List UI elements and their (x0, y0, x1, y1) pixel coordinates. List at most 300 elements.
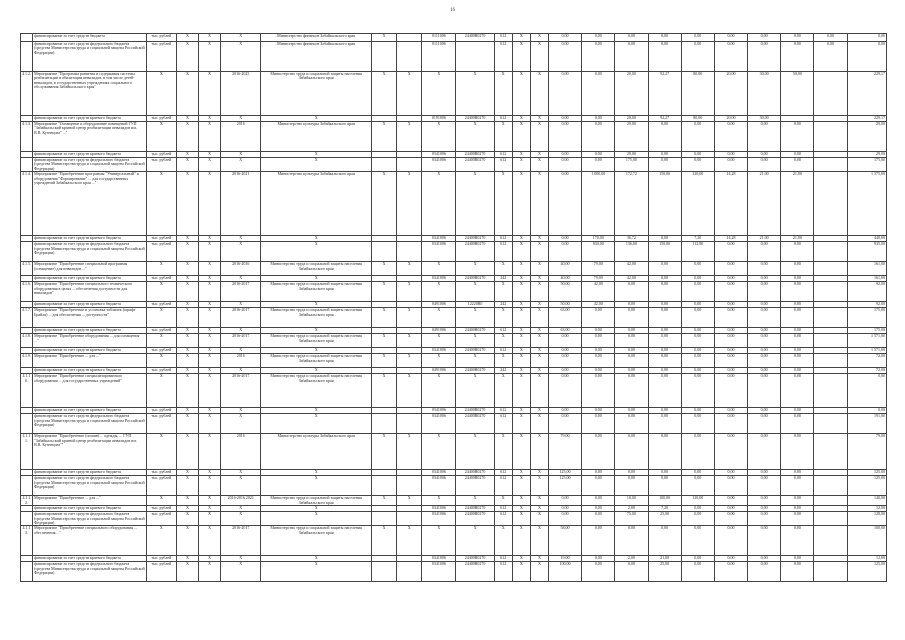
cell-unit: тыс. рублей (146, 158, 176, 172)
cell-total: 140,00 (847, 496, 886, 506)
cell-y2029 (814, 354, 847, 368)
cell-y2021: 50,00 (548, 282, 581, 302)
cell-total: 12,00 (847, 556, 886, 562)
cell-unit: тыс. рублей (146, 556, 176, 562)
cell-y2024: 0,00 (648, 414, 681, 434)
cell-y2021: 50,00 (548, 302, 581, 308)
table-row (21, 414, 887, 434)
cell-kbk2: X (456, 374, 494, 408)
cell-y2021: 100,00 (548, 562, 581, 582)
cell-y2028: 0,00 (781, 414, 814, 434)
cell-x1: X (176, 276, 198, 282)
cell-kbk5: X (530, 562, 548, 582)
cell-y2027: 0,00 (748, 526, 781, 556)
cell-exec: X (261, 158, 372, 172)
cell-y2022: 0,00 (582, 34, 615, 42)
cell-y2023: 20,00 (615, 72, 648, 116)
cell-kbk2: 24400R0270 (456, 236, 494, 242)
cell-g2 (397, 42, 422, 72)
cell-x1: X (176, 72, 198, 116)
cell-y2029 (814, 526, 847, 556)
cell-kbk3: 242 (494, 302, 512, 308)
cell-kbk2: X (456, 434, 494, 470)
cell-y2024: 0,00 (648, 236, 681, 242)
cell-y2028: 0,00 (781, 282, 814, 302)
cell-y2024: 0,00 (648, 302, 681, 308)
cell-name: финансирование за счет средств федерального бюджета (средства Министерства труда и социальной защиты Российской Федерации) (33, 414, 147, 434)
cell-y2024: 0,00 (648, 334, 681, 348)
cell-kbk2: X (456, 526, 494, 556)
cell-g1: X (371, 334, 396, 348)
cell-y2028: 0,00 (781, 242, 814, 262)
cell-y2023: 136,00 (615, 242, 648, 262)
cell-g1 (371, 42, 396, 72)
cell-y2023: 0,00 (615, 526, 648, 556)
cell-period: X (221, 470, 261, 476)
cell-kbk2: 12220R0 (456, 302, 494, 308)
cell-kbk2: 24400R0270 (456, 414, 494, 434)
cell-y2028: 0,00 (781, 434, 814, 470)
cell-y2023: 0,00 (615, 408, 648, 414)
cell-y2028: 0,00 (781, 526, 814, 556)
cell-x2: X (199, 476, 221, 496)
cell-y2026: 20,00 (714, 72, 747, 116)
cell-y2024: 0,00 (648, 408, 681, 414)
cell-y2025: 0,00 (681, 328, 714, 334)
cell-y2028: 21,00 (781, 236, 814, 242)
cell-x1: X (176, 368, 198, 374)
cell-exec: Министерство культуры Забайкальского края (261, 434, 372, 470)
cell-g1: X (371, 122, 396, 152)
cell-kbk2: 24400R0270 (456, 512, 494, 526)
cell-y2027: 0,00 (748, 276, 781, 282)
cell-x2: X (199, 158, 221, 172)
cell-name: Мероприятие "Оснащение и оборудование помещений ГУП "Забайкальский краевой центр реабилитации инвалидов им. В.В. Кузнецова" ..." (33, 122, 147, 152)
cell-unit: тыс. рублей (146, 408, 176, 414)
cell-y2026: 0,00 (714, 282, 747, 302)
table-row (21, 496, 887, 506)
cell-name: финансирование за счет средств краевого бюджета (33, 276, 147, 282)
cell-y2027: 0,00 (748, 354, 781, 368)
cell-y2023: 20,00 (615, 116, 648, 122)
cell-x1: X (176, 470, 198, 476)
cell-y2025: 0,00 (681, 42, 714, 72)
cell-y2022: 0,00 (582, 158, 615, 172)
cell-kbk3: 612 (494, 236, 512, 242)
cell-y2024: 92,27 (648, 72, 681, 116)
cell-y2026: 0,00 (714, 42, 747, 72)
cell-exec: X (261, 242, 372, 262)
cell-x2: X (199, 236, 221, 242)
cell-kbk5: X (530, 476, 548, 496)
cell-kbk2 (456, 42, 494, 72)
cell-kbk5: X (530, 374, 548, 408)
cell-period: 2016-2017 (221, 282, 261, 302)
cell-kbk3: X (494, 262, 512, 276)
cell-kbk4: X (512, 368, 530, 374)
cell-kbk4: X (512, 116, 530, 122)
cell-unit: X (146, 334, 176, 348)
cell-y2024: 25,00 (648, 512, 681, 526)
cell-y2022: 830,00 (582, 242, 615, 262)
cell-y2027: 0,00 (748, 470, 781, 476)
cell-y2027: 0,00 (748, 308, 781, 328)
cell-exec: X (261, 506, 372, 512)
cell-y2023: 0,00 (615, 414, 648, 434)
cell-kbk4: X (512, 276, 530, 282)
cell-y2026: 0,00 (714, 434, 747, 470)
cell-y2028: 0,00 (781, 512, 814, 526)
cell-unit: тыс. рублей (146, 506, 176, 512)
cell-y2027: 0,00 (748, 328, 781, 334)
cell-x1: X (176, 152, 198, 158)
cell-g1: X (371, 526, 396, 556)
cell-kbk3: X (494, 374, 512, 408)
cell-total: 72,00 (847, 354, 886, 368)
cell-period: 2016-2016 (221, 262, 261, 276)
cell-y2025: 0,00 (681, 152, 714, 158)
cell-kbk1: X (422, 526, 456, 556)
cell-unit: X (146, 172, 176, 236)
cell-y2024: 0,00 (648, 308, 681, 328)
cell-kbk3: 242 (494, 276, 512, 282)
cell-g1: X (371, 434, 396, 470)
cell-exec: X (261, 152, 372, 158)
cell-kbk1: 0491006 (422, 368, 456, 374)
cell-kbk1: X (422, 434, 456, 470)
cell-y2026: 0,00 (714, 302, 747, 308)
cell-y2024: 7,20 (648, 506, 681, 512)
cell-x1: X (176, 34, 198, 42)
cell-y2028: 0,00 (781, 470, 814, 476)
cell-y2026: 0,00 (714, 308, 747, 328)
cell-kbk3: 612 (494, 476, 512, 496)
cell-kbk4: X (512, 152, 530, 158)
cell-kbk3: X (494, 496, 512, 506)
cell-kbk3: X (494, 122, 512, 152)
cell-g2: X (397, 72, 422, 116)
cell-unit: тыс. рублей (146, 348, 176, 354)
cell-x2: X (199, 172, 221, 236)
cell-y2023: 2,00 (615, 556, 648, 562)
cell-kbk3: 612 (494, 506, 512, 512)
cell-y2021: 58,00 (548, 526, 581, 556)
cell-name: финансирование за счет средств краевого бюджета (33, 328, 147, 334)
cell-y2025: 0,00 (681, 562, 714, 582)
cell-y2025: 120,00 (681, 172, 714, 236)
cell-x2: X (199, 512, 221, 526)
cell-y2028: 0,00 (781, 34, 814, 42)
cell-unit: тыс. рублей (146, 470, 176, 476)
cell-period: 2016-2017 (221, 334, 261, 348)
cell-kbk5: X (530, 308, 548, 328)
cell-g1: X (371, 72, 396, 116)
cell-x2: X (199, 34, 221, 42)
cell-g2: X (397, 262, 422, 276)
cell-y2027: 0,00 (748, 122, 781, 152)
cell-y2025: 0,00 (681, 308, 714, 328)
cell-period: X (221, 302, 261, 308)
cell-x1: X (176, 262, 198, 276)
cell-name: финансирование за счет средств краевого бюджета (33, 556, 147, 562)
cell-name: Мероприятие "Приобретение специального технического оборудования в целях ... обеспечения доступности для инвалидов" (33, 282, 147, 302)
cell-kbk3: 612 (494, 414, 512, 434)
cell-unit: X (146, 526, 176, 556)
cell-exec: X (261, 556, 372, 562)
cell-name: Мероприятие "Приобретение специальной программы (оснащение) для инвалидов ..." (33, 262, 147, 276)
cell-total: 125,00 (847, 562, 886, 582)
cell-y2023: 75,00 (615, 512, 648, 526)
cell-y2022: 0,00 (582, 434, 615, 470)
table-row (21, 122, 887, 152)
cell-y2024: 150,00 (648, 172, 681, 236)
cell-exec: X (261, 476, 372, 496)
cell-kbk4: X (512, 158, 530, 172)
cell-period: X (221, 116, 261, 122)
cell-x1: X (176, 526, 198, 556)
cell-y2026: 0,00 (714, 158, 747, 172)
cell-kbk4: X (512, 434, 530, 470)
cell-y2021: 0,00 (548, 496, 581, 506)
cell-kbk5: X (530, 434, 548, 470)
table-row (21, 158, 887, 172)
cell-kbk5: X (530, 34, 548, 42)
cell-total: 175,00 (847, 158, 886, 172)
cell-unit: тыс. рублей (146, 414, 176, 434)
cell-y2028: 0,00 (781, 334, 814, 348)
cell-y2023: 0,00 (615, 302, 648, 308)
cell-kbk4: X (512, 308, 530, 328)
cell-g2: X (397, 526, 422, 556)
cell-name: финансирование за счет средств краевого бюджета (33, 152, 147, 158)
cell-y2023: 0,00 (615, 282, 648, 302)
cell-kbk3: 612 (494, 116, 512, 122)
cell-unit: тыс. рублей (146, 368, 176, 374)
cell-period: 2016 (221, 354, 261, 368)
cell-g1 (371, 414, 396, 434)
cell-y2026: 0,00 (714, 34, 747, 42)
cell-x1: X (176, 242, 198, 262)
cell-unit: X (146, 72, 176, 116)
cell-y2027: 21,00 (748, 172, 781, 236)
cell-exec: Министерство труда и социальной защиты населения Забайкальского края (261, 282, 372, 302)
cell-x2: X (199, 282, 221, 302)
cell-y2024: 0,00 (648, 526, 681, 556)
cell-y2024: 0,00 (648, 262, 681, 276)
cell-kbk3: X (494, 334, 512, 348)
cell-kbk5: X (530, 72, 548, 116)
cell-name: финансирование за счет средств краевого бюджета (33, 236, 147, 242)
cell-name: финансирование за счет средств краевого бюджета (33, 408, 147, 414)
cell-g1: X (371, 172, 396, 236)
cell-kbk1: 0111006 (422, 34, 456, 42)
cell-y2022: 0,00 (582, 354, 615, 368)
cell-y2021: 0,00 (548, 348, 581, 354)
cell-y2029 (814, 434, 847, 470)
cell-y2026: 0,00 (714, 414, 747, 434)
cell-y2021: 0,00 (548, 242, 581, 262)
cell-kbk1: 0491006 (422, 328, 456, 334)
cell-no: 4.1.4. (21, 172, 33, 236)
cell-name: финансирование за счет средств краевого бюджета (33, 348, 147, 354)
cell-unit: тыс. рублей (146, 512, 176, 526)
cell-kbk2: X (456, 262, 494, 276)
cell-y2021: 0,00 (548, 512, 581, 526)
cell-unit: тыс. рублей (146, 42, 176, 72)
cell-y2023: 0,00 (615, 42, 648, 72)
cell-x1: X (176, 172, 198, 236)
cell-y2025: 0,00 (681, 368, 714, 374)
cell-name: Мероприятие "Приобретение программы "Универсальный" и оборудования "Формирование" ... для государственных учреждений Забайкальского края ..." (33, 172, 147, 236)
cell-y2022: 0,00 (582, 72, 615, 116)
cell-x1: X (176, 328, 198, 334)
cell-y2025: 0,00 (681, 122, 714, 152)
cell-y2028: 0,00 (781, 368, 814, 374)
cell-y2026: 0,00 (714, 152, 747, 158)
cell-y2022: 0,00 (582, 308, 615, 328)
cell-kbk4: X (512, 526, 530, 556)
cell-kbk5: X (530, 506, 548, 512)
cell-y2023: 36,72 (615, 236, 648, 242)
cell-x1: X (176, 308, 198, 328)
cell-kbk1: 0341006 (422, 470, 456, 476)
cell-kbk4: X (512, 262, 530, 276)
cell-y2022: 0,00 (582, 562, 615, 582)
cell-y2022: 79,00 (582, 262, 615, 276)
cell-y2022: 0,00 (582, 368, 615, 374)
cell-exec: Министерство труда и социальной защиты населения Забайкальского края (261, 262, 372, 276)
cell-y2025: 0,00 (681, 334, 714, 348)
cell-y2029 (814, 308, 847, 328)
cell-unit: тыс. рублей (146, 562, 176, 582)
cell-no: 4.1.6. (21, 282, 33, 302)
cell-kbk1: 0341006 (422, 348, 456, 354)
cell-y2026: 0,00 (714, 368, 747, 374)
cell-kbk3: X (494, 354, 512, 368)
cell-kbk3: X (494, 282, 512, 302)
cell-kbk3: 612 (494, 470, 512, 476)
cell-g1: X (371, 496, 396, 506)
cell-no: 4.1.11. (21, 434, 33, 470)
cell-kbk3: 612 (494, 328, 512, 334)
cell-period: X (221, 512, 261, 526)
cell-x1: X (176, 496, 198, 506)
cell-y2025: 0,00 (681, 556, 714, 562)
cell-y2021: 0,00 (548, 152, 581, 158)
cell-period: X (221, 368, 261, 374)
cell-kbk2: 24400R0270 (456, 276, 494, 282)
cell-kbk4: X (512, 414, 530, 434)
cell-no: 4.1.7. (21, 308, 33, 328)
cell-no (21, 476, 33, 496)
cell-name: финансирование за счет средств краевого бюджета (33, 368, 147, 374)
cell-total: 128,00 (847, 512, 886, 526)
cell-kbk2: 24400R0270 (456, 556, 494, 562)
cell-g2: X (397, 354, 422, 368)
cell-kbk1: X (422, 72, 456, 116)
cell-period: X (221, 34, 261, 42)
cell-kbk5: X (530, 512, 548, 526)
cell-kbk1: 0111006 (422, 42, 456, 72)
cell-y2025: 80,00 (681, 72, 714, 116)
cell-x2: X (199, 328, 221, 334)
cell-exec: X (261, 408, 372, 414)
cell-y2023: 29,00 (615, 122, 648, 152)
cell-y2026: 20,00 (714, 116, 747, 122)
cell-total: 161,00 (847, 276, 886, 282)
table-row (21, 476, 887, 496)
cell-g2: X (397, 334, 422, 348)
cell-period: X (221, 414, 261, 434)
cell-y2021: 0,00 (548, 158, 581, 172)
cell-y2026: 0,00 (714, 122, 747, 152)
cell-kbk1: X (422, 308, 456, 328)
cell-kbk3: 612 (494, 562, 512, 582)
cell-kbk4: X (512, 242, 530, 262)
cell-y2028: 0,00 (781, 348, 814, 354)
cell-kbk1: 0341006 (422, 242, 456, 262)
cell-y2023: 0,00 (615, 368, 648, 374)
cell-y2027: 0,00 (748, 506, 781, 512)
cell-y2023: 42,00 (615, 262, 648, 276)
cell-g2 (397, 158, 422, 172)
cell-kbk5: X (530, 158, 548, 172)
cell-total: 191,00 (847, 414, 886, 434)
cell-y2022: 0,00 (582, 476, 615, 496)
cell-exec: X (261, 470, 372, 476)
cell-kbk3: 242 (494, 368, 512, 374)
cell-y2028: 0,00 (781, 374, 814, 408)
cell-kbk2: 24400R0270 (456, 562, 494, 582)
cell-kbk1: 0341006 (422, 512, 456, 526)
cell-y2021: 0,00 (548, 368, 581, 374)
cell-g1: X (371, 374, 396, 408)
cell-y2029 (814, 334, 847, 348)
cell-kbk5: X (530, 414, 548, 434)
cell-y2026: 0,00 (714, 348, 747, 354)
cell-y2026: 0,00 (714, 526, 747, 556)
table-row (21, 434, 887, 470)
cell-y2021: 0,00 (548, 354, 581, 368)
cell-name: финансирование за счет средств федерального бюджета (средства Министерства труда и социальной защиты Российской Федерации) (33, 562, 147, 582)
cell-total: 1 375,00 (847, 172, 886, 236)
cell-kbk4: X (512, 512, 530, 526)
cell-kbk2: X (456, 354, 494, 368)
cell-y2024: 21,00 (648, 556, 681, 562)
cell-y2025: 80,00 (681, 116, 714, 122)
cell-kbk4: X (512, 42, 530, 72)
cell-x2: X (199, 348, 221, 354)
cell-y2022: 0,00 (582, 116, 615, 122)
cell-y2026: 0,00 (714, 354, 747, 368)
cell-g2: X (397, 434, 422, 470)
cell-kbk1: 0341006 (422, 276, 456, 282)
cell-name: Мероприятие "Программа развития и содержания системы реабилитации и абилитации инвалидов, в том числе детей-инвалидов, в государственных учреждениях социального обслуживания Забайкальского края" (33, 72, 147, 116)
cell-kbk5: X (530, 556, 548, 562)
cell-y2023: 42,00 (615, 276, 648, 282)
cell-y2029 (814, 158, 847, 172)
cell-y2024: 0,00 (648, 470, 681, 476)
cell-x1: X (176, 434, 198, 470)
cell-x1: X (176, 334, 198, 348)
cell-total: 0,00 (847, 408, 886, 414)
cell-kbk2: 24400R0270 (456, 242, 494, 262)
cell-y2021: 0,00 (548, 122, 581, 152)
cell-kbk2: 24400R0270 (456, 116, 494, 122)
cell-y2028: 0,00 (781, 328, 814, 334)
cell-kbk1: X (422, 172, 456, 236)
cell-name: финансирование за счет средств краевого бюджета (33, 470, 147, 476)
